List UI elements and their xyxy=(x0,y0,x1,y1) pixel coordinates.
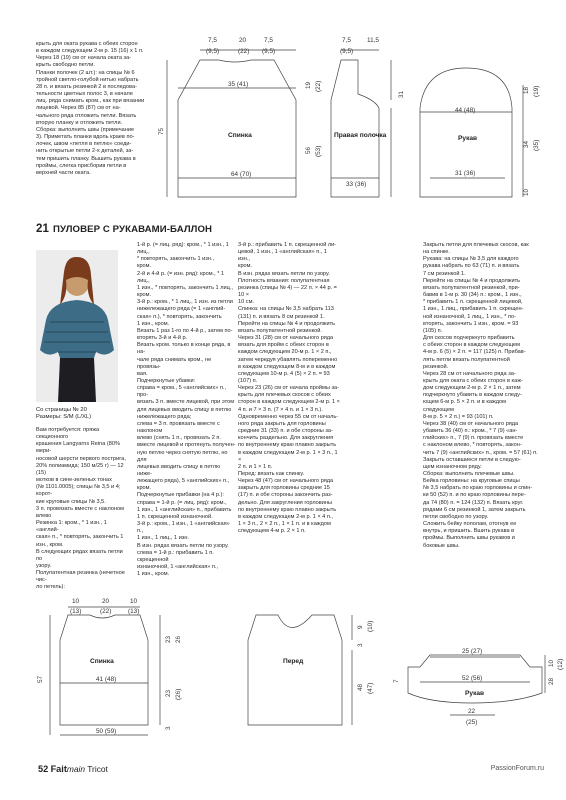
dim-label: 10 xyxy=(523,188,530,196)
text-line: Перейти на спицы № 4 и продолжить xyxy=(423,277,521,284)
text-line: с наклоном влево, * повторять, закон- xyxy=(423,442,522,449)
dim-label: (47) xyxy=(367,682,374,694)
text-line: в каждом следующем 8-м и в каждом xyxy=(238,363,336,370)
text-line: боковые швы. xyxy=(423,542,460,549)
text-line: 1 изн., 1 «английская» п., прибавить xyxy=(137,506,232,513)
text-line: затем чередуя убавлять попеременно xyxy=(238,356,338,363)
text-line: Одновременно через 55 см от началь- xyxy=(238,413,339,420)
dim-label: 22 xyxy=(468,708,476,715)
text-line: 8-м р. 5 × 2 п.) = 93 (101) п. xyxy=(423,413,494,420)
text-line: В изн. рядах вязать петли по узору. xyxy=(238,270,330,277)
text-line: вместе лицевой и протянуть получен- xyxy=(137,442,236,449)
dim-label: 48 xyxy=(357,683,364,691)
magazine-name: Tricot xyxy=(87,764,108,774)
text-line: 20% полиамида; 150 м/25 г) — 12 (15) xyxy=(36,462,124,476)
caption-sizes: Размеры: S/M (L/XL) xyxy=(36,414,92,421)
text-line: следующем 4-м р. 2 × 1 п. xyxy=(238,528,306,535)
text-line: по внутреннему краю плавно закрыть xyxy=(238,442,337,449)
dim-label: 23 xyxy=(165,635,172,643)
dim-line xyxy=(420,655,545,715)
dim-label: 64 (70) xyxy=(231,171,252,178)
text-line: Через 28 см от начального ряда за- xyxy=(423,370,516,377)
dim-label: 20 xyxy=(239,37,247,44)
page-footer xyxy=(38,764,108,774)
dim-label: 7,5 xyxy=(342,37,351,44)
text-col-3 xyxy=(238,242,340,587)
photo-caption xyxy=(36,407,126,421)
text-line: Закрыть петли для плечевых скосов, как xyxy=(423,242,529,248)
dim-label: (19) xyxy=(533,85,540,97)
text-line: Вязать кром. только в конце ряда, в на- xyxy=(137,342,231,356)
text-line: (107) п. xyxy=(238,377,258,384)
text-line: крашения Langyarns Reina (80% мери- xyxy=(36,441,120,455)
text-line: узору. xyxy=(36,562,52,569)
text-line: Бейка горловины: на круговые спицы xyxy=(423,478,520,485)
dim-label: (10) xyxy=(367,620,374,632)
text-line: дом следующем 2-м р. 2 × 1 п., затем xyxy=(423,385,521,392)
text-line: тройной светло-голубой нитью набрать xyxy=(36,76,139,83)
text-line: (131) п. и вязать 8 см резинкой 1. xyxy=(238,313,325,320)
text-line: ющем 6-м р. 5 × 2 п. и в каждом следующем xyxy=(423,399,506,413)
text-line: вязать полупатентной резинкой. xyxy=(238,327,322,334)
text-line: сторон в каждом следующем 2-м р. 1 × xyxy=(238,399,340,406)
text-line: проймы, слегка присборив петли в xyxy=(36,162,127,169)
text-line: Вязать 1 раз 1-го по 4-й р., затем по- xyxy=(137,327,233,334)
dim-label: 10 xyxy=(72,598,80,605)
front-outline xyxy=(248,615,342,725)
text-line: крыть для плечевых скосов с обеих xyxy=(238,392,331,399)
text-line: подчеркнуто убавить в каждом следу- xyxy=(423,392,522,399)
text-line: нить открытые петли 2-х деталей, за- xyxy=(36,148,134,155)
text-line: ного ряда закрыть для горловины xyxy=(238,420,326,427)
text-line: лять петли вязать полупатентной xyxy=(423,356,510,363)
dim-label: 25 (27) xyxy=(462,648,483,655)
text-line: ская» п.), * повторять, закончить xyxy=(137,313,222,320)
text-line: ло петель): xyxy=(36,584,65,591)
text-line: следующем 10-м р. 4 (5) × 2 п. = 93 xyxy=(238,370,330,377)
dim-label: (9,5) xyxy=(340,48,354,55)
text-line: Подчеркнутые прибавки (на 4 р.): xyxy=(137,492,224,499)
text-line: ной изнаночной, 1 лиц., 1 изн., * по- xyxy=(423,313,516,320)
dim-label: 18 xyxy=(523,86,530,94)
text-line: да 74 (80) п. = 124 (132) п. Вязать круг. xyxy=(423,499,524,506)
text-line: по внутреннему краю плавно закрыть xyxy=(238,506,337,513)
dim-line xyxy=(331,50,391,197)
section-title-text: ПУЛОВЕР С РУКАВАМИ-БАЛЛОН xyxy=(53,224,213,235)
text-line: кром. xyxy=(137,485,152,492)
text-line: лочек, швом «петля в петлю» соеди- xyxy=(36,141,132,148)
text-line: Перед: вязать как спинку. xyxy=(238,471,305,477)
text-line: кром. xyxy=(238,263,253,270)
piece-label: Спинка xyxy=(90,658,114,665)
text-line: 1 изн., * повторять, закончить 1 лиц., xyxy=(137,284,233,291)
dim-label: 7 xyxy=(393,679,400,683)
dim-label: (9,5) xyxy=(262,48,276,55)
text-line: кончить раздельно. Для закругления xyxy=(238,435,334,442)
text-line: Через 18 (19) см от начала оката за- xyxy=(36,55,132,62)
dim-label: 9 xyxy=(357,625,364,629)
piece-label: Спинка xyxy=(228,132,252,139)
dim-label: 11,5 xyxy=(367,37,379,44)
text-line: вязать 3 п. вместе лицевой, при этом xyxy=(137,399,235,406)
dim-label: 10 xyxy=(548,659,555,667)
text-line: 4-м р. 6 (5) × 2 п. = 117 (125) п. Прибав- xyxy=(423,349,526,356)
text-line: внутрь, и пришить. Вшить рукава в xyxy=(423,528,515,535)
dim-label: (22) xyxy=(315,80,322,92)
dim-label: 23 xyxy=(165,689,172,697)
text-line: чале ряда снимать кром., не провязы- xyxy=(137,356,212,370)
dim-label: (25) xyxy=(466,719,478,726)
text-line: дельно. Для закругления горловины xyxy=(238,499,332,506)
text-line: крыть свободно петли. xyxy=(36,62,95,69)
text-line: в каждом следующем 2-м р. 1 × 4 п., xyxy=(238,513,333,520)
dim-label: 75 xyxy=(158,127,165,135)
text-line: лежащего ряда), 5 «английских» п., xyxy=(137,478,230,485)
text-line: тем пришить планку. Вышить рукава в xyxy=(36,155,136,162)
text-line: (105) п. xyxy=(423,327,443,334)
text-line: справа = кром., 5 «английских» п., про- xyxy=(137,385,226,399)
dim-label: 50 (59) xyxy=(96,728,117,735)
text-line: 3). Приметать планки вдоль краев по- xyxy=(36,134,135,141)
text-line: Через 48 (47) см от начального ряда xyxy=(238,478,334,485)
dim-label: 57 xyxy=(37,675,44,683)
text-line: нижележащего ряда; xyxy=(137,413,192,420)
page-number: 52 xyxy=(38,764,49,774)
dim-label: 33 (36) xyxy=(346,181,367,188)
text-line: кром. xyxy=(137,292,152,299)
dim-label: (22) xyxy=(100,608,112,615)
dim-label: (12) xyxy=(557,658,564,670)
text-line: Сложить бейку пополам, отогнув ее xyxy=(423,521,517,528)
dim-label: 20 xyxy=(102,598,110,605)
text-line: вторять, закончить 1 изн., кром. = 93 xyxy=(423,320,519,327)
dim-label: 26 xyxy=(175,635,182,643)
text-line: вязать для пройм с обеих сторон в xyxy=(238,342,329,349)
watermark: PassionForum.ru xyxy=(490,765,544,772)
dim-label: 56 xyxy=(305,146,312,154)
text-line: Плотность вязания: полупатентная xyxy=(238,277,330,284)
text-line: ную петлю через снятую петлю, но для xyxy=(137,449,228,463)
text-line: (№ 1101.0005); спицы № 3,5 и 4; корот- xyxy=(36,484,121,498)
text-line: 3-й р.: кром., 1 изн., 1 «английская» п., xyxy=(137,521,230,535)
front-outline xyxy=(331,60,379,197)
text-line: резинкой. xyxy=(423,363,449,370)
text-line: 3-й р.: кром., * 1 лиц., 1 изн. из петли xyxy=(137,299,233,306)
dim-label: 3 xyxy=(165,726,172,730)
text-line: убавить 36 (40) п.: кром., * 7 (9) «ан- xyxy=(423,428,518,435)
diagram-bottom xyxy=(0,585,566,755)
piece-label: Рукав xyxy=(458,135,478,142)
text-line: с обеих сторон в каждом следующем xyxy=(423,342,520,349)
text-line: каждом следующем 20-м р. 1 × 2 п., xyxy=(238,349,332,356)
dim-label: 3 xyxy=(357,643,364,647)
text-line: петли свободно по узору. xyxy=(423,513,489,520)
text-line: резинка (спицы № 4) — 22 п. × 44 р. = 10 × xyxy=(238,284,337,299)
text-line: лиц. ряда снимать кром., как при вязании xyxy=(36,98,145,105)
text-line: Планки полочек (2 шт.): на спицы № 6 xyxy=(36,69,135,76)
dim-label: (9,5) xyxy=(206,48,220,55)
dim-label: (13) xyxy=(70,608,82,615)
text-line: 1 × 3 п., 2 × 2 п., 1 × 1 п. и в каждом xyxy=(238,521,331,528)
text-col-1 xyxy=(36,427,128,591)
section-title xyxy=(36,223,212,235)
text-line: слева = 1-й р.: прибавить 1 п. скрещенной xyxy=(137,549,214,563)
dim-label: (26) xyxy=(175,688,182,700)
piece-label: Правая полочка xyxy=(334,132,387,139)
dim-label: (35) xyxy=(533,139,540,151)
dim-label: 19 xyxy=(305,81,312,89)
text-line: Вам потребуется: пряжа секционного xyxy=(36,427,100,441)
dim-label: 28 xyxy=(548,677,555,685)
text-line: В следующих рядах вязать петли по xyxy=(36,548,123,562)
text-line: Резинка 1: кром., * 1 изн., 1 «англий- xyxy=(36,520,107,534)
text-line: Спинка: на спицы № 3,5 набрать 113 xyxy=(238,306,334,313)
text-line: Через 38 (40) см от начального ряда xyxy=(423,420,519,427)
piece-label: Рукав xyxy=(465,690,485,697)
text-line: крыть для оката рукава с обеих сторон xyxy=(36,41,138,47)
diagram-top xyxy=(0,0,566,215)
dim-label: 52 (56) xyxy=(462,675,483,682)
brand-name-2: main xyxy=(66,764,86,774)
text-line: рядами 6 см резинкой 1, затем закрыть xyxy=(423,506,526,513)
text-line: № 3,5 набрать по краю горловины и спин- xyxy=(423,485,533,492)
text-line: в каждом следующем 2-м р. 1 × 3 п., 1 × xyxy=(238,449,338,463)
text-line: для лицевых вводить спицу в петлю xyxy=(137,406,232,413)
text-line: вая. xyxy=(137,370,148,377)
text-line: 2-й и 4-й р. (= изн. ряд): кром., * 1 лиц., xyxy=(137,270,225,284)
text-line: Рукава: на спицы № 3,5 для каждого xyxy=(423,256,519,263)
text-line: Полупатентная резинка (нечетное чис- xyxy=(36,570,125,584)
text-line: носовой шерсти первого постригa, xyxy=(36,455,126,462)
text-line: ская» п., * повторять, закончить 1 изн., кром. xyxy=(36,534,124,548)
text-line: Для скосов подчеркнуто прибавить xyxy=(423,335,515,342)
text-line: на спинке. xyxy=(423,249,450,256)
text-line: Подчеркнутые убавки: xyxy=(137,377,196,384)
dim-label: 35 (41) xyxy=(228,81,249,88)
text-line: 1 изн., 1 лиц., прибавить 1 п. скрещен- xyxy=(423,306,524,313)
dim-label: 31 (36) xyxy=(455,170,476,177)
piece-label: Перед xyxy=(283,658,304,665)
text-line: средние 31 (33) п. и обе стороны за- xyxy=(238,428,333,435)
text-line: Перейти на спицы № 4 и продолжить xyxy=(238,320,336,327)
back-outline xyxy=(60,615,148,725)
model-photo xyxy=(36,250,118,402)
text-line: справа = 1-й р. (= лиц. ряд): кром., xyxy=(137,499,227,506)
text-line: * повторять, закончить 1 изн., xyxy=(137,256,214,263)
text-col-2 xyxy=(137,242,236,587)
text-line: Через 31 (28) см от начального ряда xyxy=(238,335,334,342)
text-line: в каждом следующем 2-м р. 15 (16) х 1 п. xyxy=(36,48,144,55)
text-line: чального ряда отложить петли. Вязать xyxy=(36,112,137,119)
caption-see: Со страницы № 20 xyxy=(36,407,87,413)
text-line: ки 50 (52) п. и по краю горловины пере- xyxy=(423,492,526,499)
text-line: В изн. рядах вязать петли по узору. xyxy=(137,542,229,549)
text-line: лицевых вводить спицу в петлю ниже- xyxy=(137,463,221,477)
text-line: 3-й р.: прибавить 1 п. скрещенной ли- xyxy=(238,242,337,248)
text-line: вторую планку и отложить петли. xyxy=(36,119,123,126)
text-line: лицевой. Через 85 (87) см от на- xyxy=(36,105,121,112)
text-line: 1 п. скрещенной изнаночной. xyxy=(137,513,213,520)
text-line: 1 изн., кром. xyxy=(137,571,170,578)
text-line: крыть для оката с обеих сторон в каж- xyxy=(423,377,523,384)
text-line: (17) п. и обе стороны закончить раз- xyxy=(238,492,333,499)
section-number: 21 xyxy=(36,223,49,235)
text-col-4 xyxy=(423,242,538,587)
text-line: 28 п. и вязать резинкой 2 в последова- xyxy=(36,83,137,90)
text-line: Сборка: выполнить плечевые швы. xyxy=(423,471,515,477)
brand-name: Fait xyxy=(50,764,67,774)
dim-label: (22) xyxy=(238,48,250,55)
dim-label: 7,5 xyxy=(208,37,217,44)
text-line: нижележащего ряда (= 1 «англий- xyxy=(137,306,226,313)
text-line: цевой, 1 изн., 1 «английская» п., 1 изн., xyxy=(238,249,327,263)
text-line: тельности цветных полос 3, в начале xyxy=(36,91,133,98)
text-line: вязать полупатентной резинкой, при- xyxy=(423,284,520,291)
dim-label: (53) xyxy=(315,145,322,157)
dim-label: 34 xyxy=(523,140,530,148)
text-line: 4 п. и 7 × 3 п. (7 × 4 п. и 1 × 3 п.). xyxy=(238,406,323,413)
text-line: * прибавить 1 п. скрещенной лицевой, xyxy=(423,299,523,306)
text-line: глийских» п., 7 (9) п. провязать вместе xyxy=(423,435,524,442)
text-line: кром. xyxy=(137,263,152,270)
text-line: чить 7 (9) «английских» п., кром. = 57 (61) п. xyxy=(423,449,538,456)
text-line: 10 см. xyxy=(238,299,254,306)
text-line: 1 изн., 1 лиц., 1 изн. xyxy=(137,535,190,542)
text-line: 7 см резинкой 1. xyxy=(423,270,466,277)
dim-label: 44 (48) xyxy=(455,107,476,114)
text-line: проймы. Выполнить швы рукавов и xyxy=(423,535,515,542)
text-line: 2 п. и 1 × 1 п. xyxy=(238,463,273,470)
text-line: мотков в сине-зеленых тонах xyxy=(36,477,112,484)
text-line: 3 п. провязать вместе с наклоном влево xyxy=(36,505,124,519)
text-line: Сборка: выполнить швы (примечание xyxy=(36,126,135,133)
text-line: слева = 3 п. провязать вместе с наклоном xyxy=(137,420,220,435)
text-line: верхней части оката. xyxy=(36,169,91,176)
text-line: 1 изн., кром. xyxy=(137,320,170,327)
dim-label: 41 (48) xyxy=(96,676,117,683)
text-line: рукава набрать по 63 (71) п. и вязать xyxy=(423,263,520,270)
text-line: изнаночной, 1 «английская» п., xyxy=(137,564,219,571)
text-line: 1-й р. (= лиц. ряд): кром., * 1 изн., 1 лиц., xyxy=(137,242,229,256)
text-line: Закрыть оставшиеся петли в следую- xyxy=(423,456,521,463)
dim-label: (13) xyxy=(128,608,140,615)
text-line: бавив в 1-м р. 30 (34) п.: кром., 1 изн., xyxy=(423,292,522,299)
text-line: щем изнаночном ряду. xyxy=(423,463,482,470)
dim-label: 7,5 xyxy=(264,37,273,44)
text-line: влево (снять 1 п., провязать 2 п. xyxy=(137,435,221,442)
dim-label: 31 xyxy=(398,90,405,98)
text-line: вторять 3-й и 4-й р. xyxy=(137,335,188,342)
text-line: Через 23 (26) см от начала проймы за- xyxy=(238,385,340,392)
text-line: кие круговые спицы № 3,5. xyxy=(36,498,106,505)
dim-label: 10 xyxy=(130,598,138,605)
text-line: закрыть для горловины средние 15 xyxy=(238,485,330,492)
